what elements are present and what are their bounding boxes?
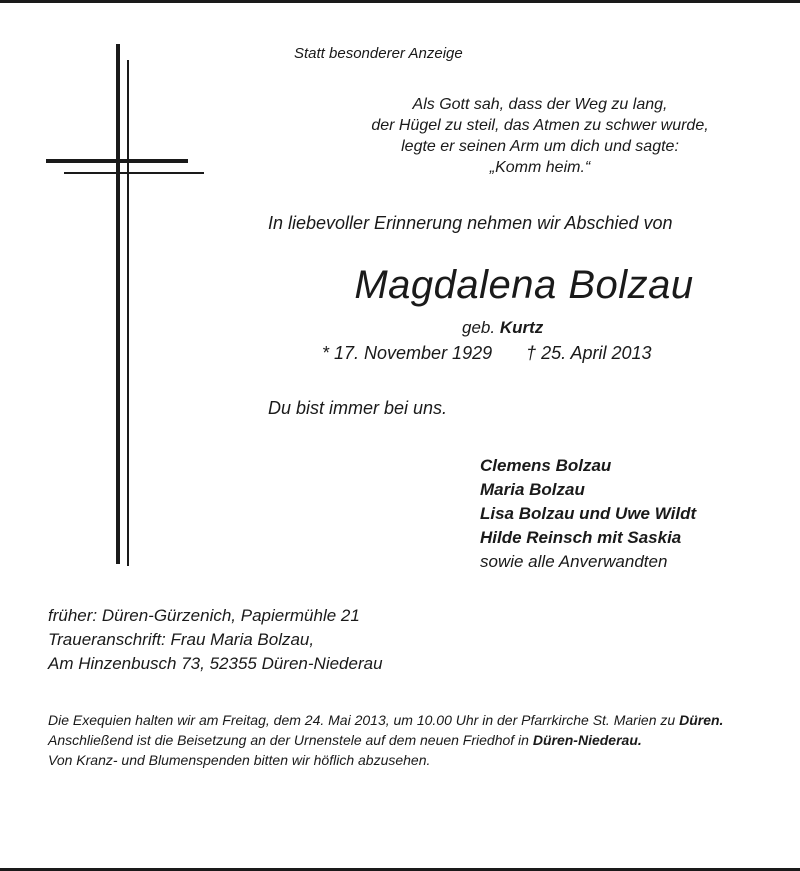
relatives-line: sowie alle Anverwandten	[480, 552, 668, 571]
address-block	[48, 604, 383, 676]
poem-line: Als Gott sah, dass der Weg zu lang,	[412, 96, 668, 113]
top-border	[0, 0, 800, 3]
birth-name: Kurtz	[499, 318, 544, 337]
cross-vertical-thin-bar	[127, 60, 129, 566]
address-line: Traueranschrift: Frau Maria Bolzau,	[48, 630, 315, 649]
mourners-list	[480, 454, 696, 574]
exequien-place: Düren.	[679, 712, 724, 728]
deceased-name: Magdalena Bolzau	[354, 263, 694, 307]
burial-text: Anschließend ist die Beisetzung an der Urnenstele auf dem neuen Friedhof in	[48, 732, 533, 748]
exequien-paragraph	[48, 710, 754, 730]
birth-name-line	[462, 318, 543, 338]
mourner-name: Clemens Bolzau	[480, 456, 612, 475]
flowers-paragraph: Von Kranz- und Blumenspenden bitten wir höflich abzusehen.	[48, 752, 431, 768]
saying-text: Du bist immer bei uns.	[268, 398, 448, 418]
poem-line: „Komm heim.“	[489, 159, 591, 176]
exequien-text: Die Exequien halten wir am Freitag, dem 24. Mai 2013, um 10.00 Uhr in der Pfarrkirche St. Marien zu	[48, 712, 680, 728]
address-line: früher: Düren-Gürzenich, Papiermühle 21	[48, 606, 360, 625]
cross-horizontal-bar	[46, 159, 188, 163]
poem-line: der Hügel zu steil, das Atmen zu schwer wurde,	[371, 117, 709, 134]
cross-horizontal-thin-bar	[64, 172, 204, 174]
poem-line: legte er seinen Arm um dich und sagte:	[401, 138, 679, 155]
preface-text: Statt besonderer Anzeige	[294, 45, 463, 62]
mourner-name: Hilde Reinsch mit Saskia	[480, 528, 682, 547]
life-dates	[322, 343, 652, 364]
mourner-name: Maria Bolzau	[480, 480, 585, 499]
poem	[300, 94, 780, 178]
address-line: Am Hinzenbusch 73, 52355 Düren-Niederau	[48, 654, 383, 673]
death-date: † 25. April 2013	[526, 343, 652, 363]
service-details	[48, 710, 754, 770]
burial-paragraph	[48, 730, 754, 750]
burial-place: Düren-Niederau.	[532, 732, 642, 748]
birth-name-prefix: geb.	[462, 318, 496, 337]
intro-text: In liebevoller Erinnerung nehmen wir Abschied von	[268, 213, 673, 233]
cross-vertical-bar	[116, 44, 120, 564]
birth-date: * 17. November 1929	[322, 343, 493, 363]
mourner-name: Lisa Bolzau und Uwe Wildt	[480, 504, 697, 523]
